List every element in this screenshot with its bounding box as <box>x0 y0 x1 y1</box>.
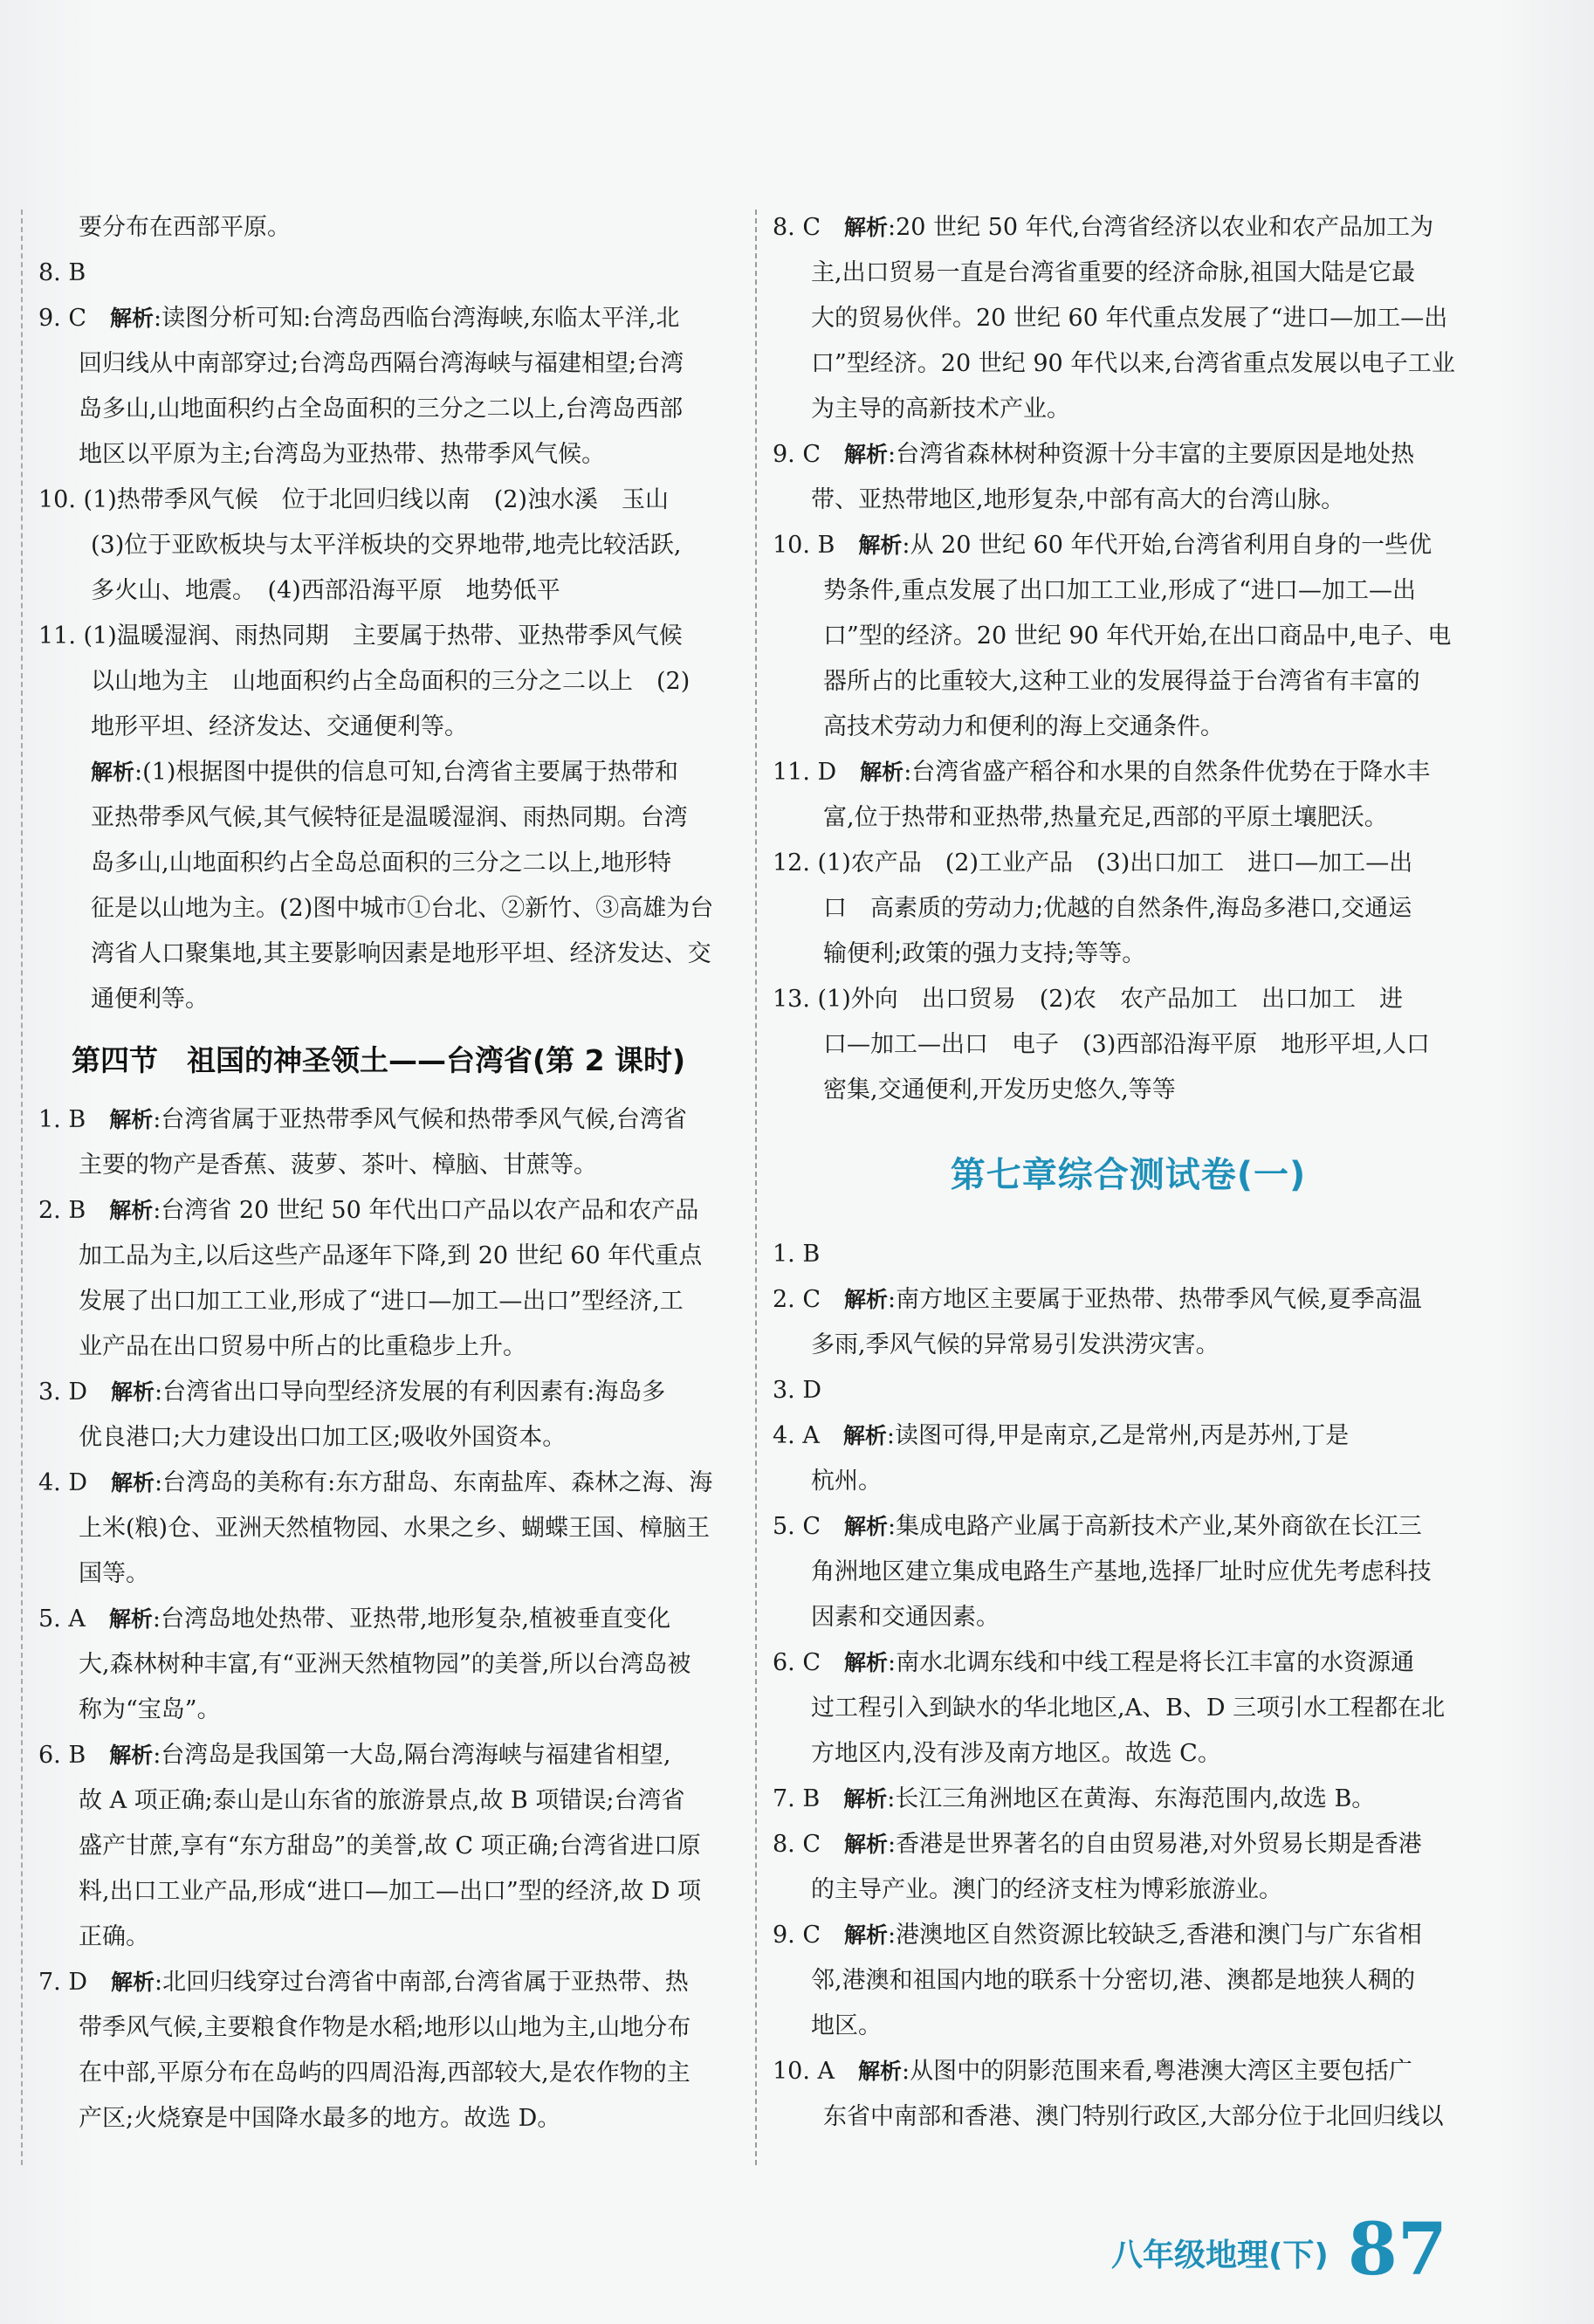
answer-line: 邻,港澳和祖国内地的联系十分密切,港、澳都是地狭人稠的 <box>811 1967 1416 1994</box>
answer-line: 8. B <box>38 259 86 286</box>
answer-item-cont <box>38 205 745 251</box>
answer-line: 9. C 解析:港澳地区自然资源比较缺乏,香港和澳门与广东省相 <box>773 1922 1422 1949</box>
answer-line: 10. B 解析:从 20 世纪 60 年代开始,台湾省利用自身的一些优 <box>773 532 1433 559</box>
answer-line: 业产品在出口贸易中所占的比重稳步上升。 <box>79 1333 526 1360</box>
answer-item-q8 <box>38 251 745 296</box>
answer-line: 正确。 <box>79 1923 149 1950</box>
answer-line: 口”型的经济。20 世纪 90 年代开始,在出口商品中,电子、电 <box>823 622 1452 650</box>
answer-line: 带季风气候,主要粮食作物是水稻;地形以山地为主,山地分布 <box>79 2014 691 2041</box>
answer-line: 2. B 解析:台湾省 20 世纪 50 年代出口产品以农产品和农产品 <box>38 1197 699 1224</box>
answer-line: 口”型经济。20 世纪 90 年代以来,台湾省重点发展以电子工业 <box>811 350 1455 377</box>
answer-line: 8. C 解析:20 世纪 50 年代,台湾省经济以农业和农产品加工为 <box>773 214 1434 241</box>
column-divider <box>755 210 757 2165</box>
answer-line: 为主导的高新技术产业。 <box>811 395 1070 423</box>
answer-line: 9. C 解析:台湾省森林树种资源十分丰富的主要原因是地处热 <box>773 441 1415 468</box>
answer-line: 因素和交通因素。 <box>811 1604 1000 1631</box>
answer-line: 带、亚热带地区,地形复杂,中部有高大的台湾山脉。 <box>811 486 1345 513</box>
answer-line: 方地区内,没有涉及南方地区。故选 C。 <box>811 1740 1221 1767</box>
answer-line: 5. A 解析:台湾岛地处热带、亚热带,地形复杂,植被垂直变化 <box>38 1605 671 1633</box>
page-number: 87 <box>1347 2208 1447 2292</box>
answer-line: 地区。 <box>811 2012 882 2039</box>
answer-line: 多雨,季风气候的异常易引发洪涝灾害。 <box>811 1331 1220 1358</box>
chapter-title: 第七章综合测试卷(一) <box>950 1155 1307 1195</box>
answer-line: 角洲地区建立集成电路生产基地,选择厂址时应优先考虑科技 <box>811 1558 1432 1585</box>
answer-line: 6. B 解析:台湾岛是我国第一大岛,隔台湾海峡与福建省相望, <box>38 1742 671 1769</box>
answer-item-r13 <box>773 977 1484 1113</box>
page-footer <box>1110 2208 1447 2292</box>
answer-line: 8. C 解析:香港是世界著名的自由贸易港,对外贸易长期是香港 <box>773 1831 1422 1858</box>
answer-line: 回归线从中南部穿过;台湾岛西隔台湾海峡与福建相望;台湾 <box>79 350 684 377</box>
answer-line: 多火山、地震。 (4)西部沿海平原 地势低平 <box>91 577 560 604</box>
left-margin-dashed-line <box>21 210 23 2165</box>
right-column <box>773 205 1484 2140</box>
answer-line: 大,森林树种丰富,有“亚洲天然植物园”的美誉,所以台湾岛被 <box>79 1651 691 1678</box>
answer-line: 上米(粮)仓、亚洲天然植物园、水果之乡、蝴蝶王国、樟脑王 <box>79 1515 711 1542</box>
answer-line: 征是以山地为主。(2)图中城市①台北、②新竹、③高雄为台 <box>91 895 714 922</box>
answer-line: 料,出口工业产品,形成“进口—加工—出口”型的经济,故 D 项 <box>79 1878 702 1905</box>
answer-line: 11. (1)温暖湿润、雨热同期 主要属于热带、亚热带季风气候 <box>38 622 683 650</box>
answer-line: 1. B 解析:台湾省属于亚热带季风气候和热带季风气候,台湾省 <box>38 1106 687 1133</box>
answer-line: 以山地为主 山地面积约占全岛面积的三分之二以上 (2) <box>91 668 691 695</box>
answer-line: 势条件,重点发展了出口加工工业,形成了“进口—加工—出 <box>823 577 1416 604</box>
answer-line: 口 高素质的劳动力;优越的自然条件,海岛多港口,交通运 <box>823 895 1412 922</box>
answer-line: 6. C 解析:南水北调东线和中线工程是将长江丰富的水资源通 <box>773 1649 1415 1676</box>
answer-line: 3. D 解析:台湾省出口导向型经济发展的有利因素有:海岛多 <box>38 1379 666 1406</box>
answer-line: 称为“宝岛”。 <box>79 1696 221 1723</box>
answer-line: 10. A 解析:从图中的阴影范围来看,粤港澳大湾区主要包括广 <box>773 2058 1412 2085</box>
answer-line: 的主导产业。澳门的经济支柱为博彩旅游业。 <box>811 1876 1282 1903</box>
answer-line: 通便利等。 <box>91 986 209 1013</box>
answer-item-t8 <box>773 1822 1484 1913</box>
answer-line: 7. D 解析:北回归线穿过台湾省中南部,台湾省属于亚热带、热 <box>38 1969 689 1996</box>
answer-item-s4 <box>38 1461 745 1597</box>
answer-line: 加工品为主,以后这些产品逐年下降,到 20 世纪 60 年代重点 <box>79 1242 703 1269</box>
answer-line: 2. C 解析:南方地区主要属于亚热带、热带季风气候,夏季高温 <box>773 1286 1422 1313</box>
section-title: 第四节 祖国的神圣领土——台湾省(第 2 课时) <box>72 1043 686 1077</box>
answer-item-s7 <box>38 1960 745 2142</box>
answer-item-r8 <box>773 205 1484 432</box>
answer-item-r11 <box>773 750 1484 841</box>
answer-line: 盛产甘蔗,享有“东方甜岛”的美誉,故 C 项正确;台湾省进口原 <box>79 1832 701 1860</box>
answer-line: 10. (1)热带季风气候 位于北回归线以南 (2)浊水溪 玉山 <box>38 486 670 513</box>
answer-line: 在中部,平原分布在岛屿的四周沿海,西部较大,是农作物的主 <box>79 2059 691 2087</box>
answer-item-q11 <box>38 614 745 1022</box>
answer-line: 4. A 解析:读图可得,甲是南京,乙是常州,丙是苏州,丁是 <box>773 1422 1350 1449</box>
answer-item-r10 <box>773 523 1484 750</box>
answer-line: 主,出口贸易一直是台湾省重要的经济命脉,祖国大陆是它最 <box>811 259 1416 286</box>
answer-line: 发展了出口加工工业,形成了“进口—加工—出口”型经济,工 <box>79 1288 684 1315</box>
answer-item-t10 <box>773 2049 1484 2140</box>
answer-item-q9 <box>38 296 745 478</box>
answer-line: 岛多山,山地面积约占全岛面积的三分之二以上,台湾岛西部 <box>79 395 684 423</box>
answer-line: 12. (1)农产品 (2)工业产品 (3)出口加工 进口—加工—出 <box>773 849 1413 877</box>
answer-line: 地形平坦、经济发达、交通便利等。 <box>91 713 468 740</box>
answer-line: 湾省人口聚集地,其主要影响因素是地形平坦、经济发达、交 <box>91 940 711 967</box>
answer-line: 输便利;政策的强力支持;等等。 <box>823 940 1146 967</box>
answer-line: 故 A 项正确;泰山是山东省的旅游景点,故 B 项错误;台湾省 <box>79 1787 685 1814</box>
answer-item-t5 <box>773 1504 1484 1640</box>
answer-line: 主要的物产是香蕉、菠萝、茶叶、樟脑、甘蔗等。 <box>79 1152 597 1179</box>
answer-line: 产区;火烧寮是中国降水最多的地方。故选 D。 <box>79 2105 561 2132</box>
answer-line: 东省中南部和香港、澳门特别行政区,大部分位于北回归线以 <box>823 2103 1444 2130</box>
book-title-label: 八年级地理(下) <box>1110 2238 1329 2273</box>
answer-line: 过工程引入到缺水的华北地区,A、B、D 三项引水工程都在北 <box>811 1695 1446 1722</box>
answer-line: 岛多山,山地面积约占全岛总面积的三分之二以上,地形特 <box>91 849 672 877</box>
answer-line: 大的贸易伙伴。20 世纪 60 年代重点发展了“进口—加工—出 <box>811 305 1448 332</box>
answer-item-q10 <box>38 478 745 614</box>
answer-item-s5 <box>38 1597 745 1733</box>
answer-line: 密集,交通便利,开发历史悠久,等等 <box>823 1076 1176 1104</box>
answer-item-r12 <box>773 841 1484 977</box>
answer-line: 器所占的比重较大,这种工业的发展得益于台湾省有丰富的 <box>823 668 1420 695</box>
answer-line: 亚热带季风气候,其气候特征是温暖湿润、雨热同期。台湾 <box>91 804 688 831</box>
answer-line: 国等。 <box>79 1560 149 1587</box>
answer-item-t3 <box>773 1368 1484 1413</box>
answer-item-t7 <box>773 1777 1484 1822</box>
answer-line: (3)位于亚欧板块与太平洋板块的交界地带,地壳比较活跃, <box>91 532 682 559</box>
answer-line: 优良港口;大力建设出口加工区;吸收外国资本。 <box>79 1424 567 1451</box>
answer-line: 富,位于热带和亚热带,热量充足,西部的平原土壤肥沃。 <box>823 804 1388 831</box>
answer-line: 7. B 解析:长江三角洲地区在黄海、东海范围内,故选 B。 <box>773 1785 1376 1812</box>
answer-line: 地区以平原为主;台湾岛为亚热带、热带季风气候。 <box>79 441 606 468</box>
answer-item-s6 <box>38 1733 745 1960</box>
left-column <box>38 205 745 2142</box>
answer-item-t1 <box>773 1232 1484 1277</box>
answer-line: 杭州。 <box>811 1468 882 1495</box>
answer-line: 解析:(1)根据图中提供的信息可知,台湾省主要属于热带和 <box>91 759 678 786</box>
answer-line: 1. B <box>773 1241 821 1268</box>
answer-line: 要分布在西部平原。 <box>79 214 291 241</box>
answer-line: 4. D 解析:台湾岛的美称有:东方甜岛、东南盐库、森林之海、海 <box>38 1469 713 1496</box>
answer-line: 11. D 解析:台湾省盛产稻谷和水果的自然条件优势在于降水丰 <box>773 759 1431 786</box>
answer-line: 13. (1)外向 出口贸易 (2)农 农产品加工 出口加工 进 <box>773 986 1404 1013</box>
answer-line: 口—加工—出口 电子 (3)西部沿海平原 地形平坦,人口 <box>823 1031 1430 1058</box>
answer-line: 3. D <box>773 1377 821 1404</box>
answer-line: 5. C 解析:集成电路产业属于高新技术产业,某外商欲在长江三 <box>773 1513 1422 1540</box>
answer-line: 9. C 解析:读图分析可知:台湾岛西临台湾海峡,东临太平洋,北 <box>38 305 680 332</box>
answer-item-t4 <box>773 1413 1484 1504</box>
answer-item-r9 <box>773 432 1484 523</box>
answer-item-s3 <box>38 1370 745 1461</box>
answer-item-t2 <box>773 1277 1484 1368</box>
answer-item-s1 <box>38 1097 745 1188</box>
answer-item-t6 <box>773 1640 1484 1777</box>
answer-item-t9 <box>773 1913 1484 2049</box>
answer-line: 高技术劳动力和便利的海上交通条件。 <box>823 713 1224 740</box>
answer-item-s2 <box>38 1188 745 1370</box>
